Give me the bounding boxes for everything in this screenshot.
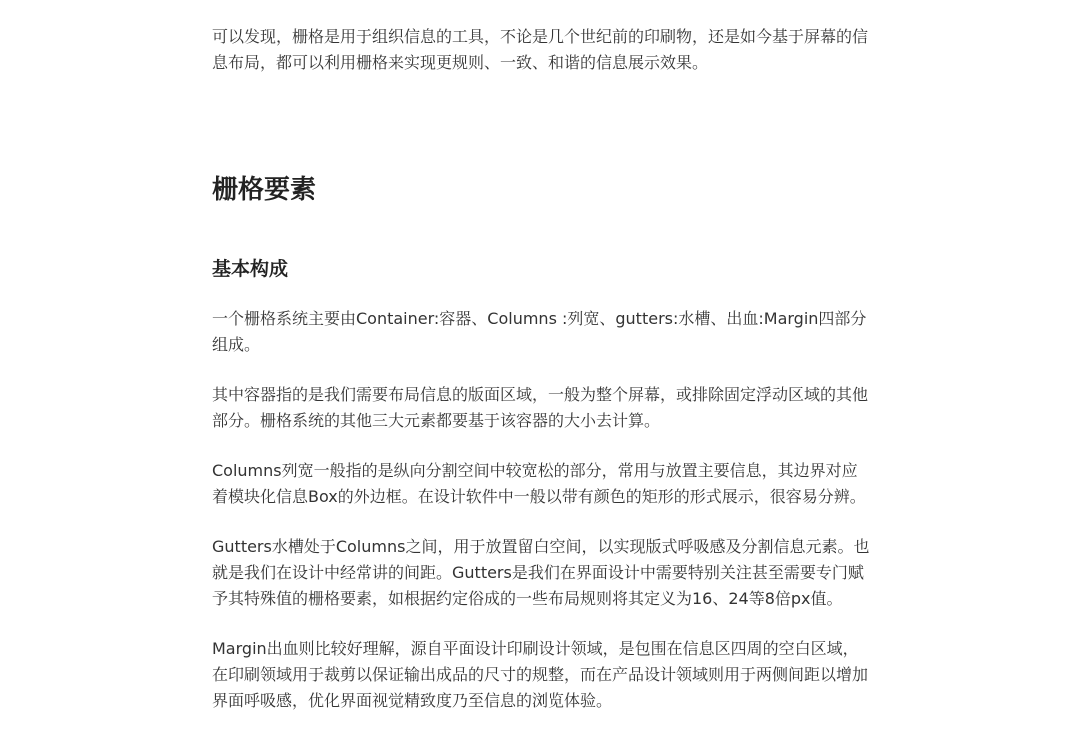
paragraph-columns: Columns列宽一般指的是纵向分割空间中较宽松的部分，常用与放置主要信息，其边界对应着模块化信息Box的外边框。在设计软件中一般以带有颜色的矩形的形式展示，很容易分辨。 <box>212 461 866 506</box>
paragraph-gutters: Gutters水槽处于Columns之间，用于放置留白空间，以实现版式呼吸感及分割信息元素。也就是我们在设计中经常讲的间距。Gutters是我们在界面设计中需要特别关注甚至需要专门赋予其特殊值的栅格要素，如根据约定俗成的一些布局规则将其定义为16、24等8倍px值。 <box>212 537 870 608</box>
paragraph-margin: Margin出血则比较好理解，源自平面设计印刷设计领域，是包围在信息区四周的空白区域，在印刷领域用于裁剪以保证输出成品的尺寸的规整，而在产品设计领域则用于两侧间距以增加界面呼吸感，优化界面视觉精致度乃至信息的浏览体验。 <box>212 639 869 710</box>
paragraph-container: 其中容器指的是我们需要布局信息的版面区域，一般为整个屏幕，或排除固定浮动区域的其他部分。栅格系统的其他三大元素都要基于该容器的大小去计算。 <box>212 385 869 430</box>
paragraph-composition: 一个栅格系统主要由Container:容器、Columns :列宽、gutters:水槽、出血:Margin四部分组成。 <box>212 309 867 354</box>
section-heading: 栅格要素 <box>212 175 317 205</box>
intro-paragraph: 可以发现，栅格是用于组织信息的工具，不论是几个世纪前的印刷物，还是如今基于屏幕的信息布局，都可以利用栅格来实现更规则、一致、和谐的信息展示效果。 <box>212 27 869 72</box>
subsection-heading: 基本构成 <box>212 258 289 280</box>
